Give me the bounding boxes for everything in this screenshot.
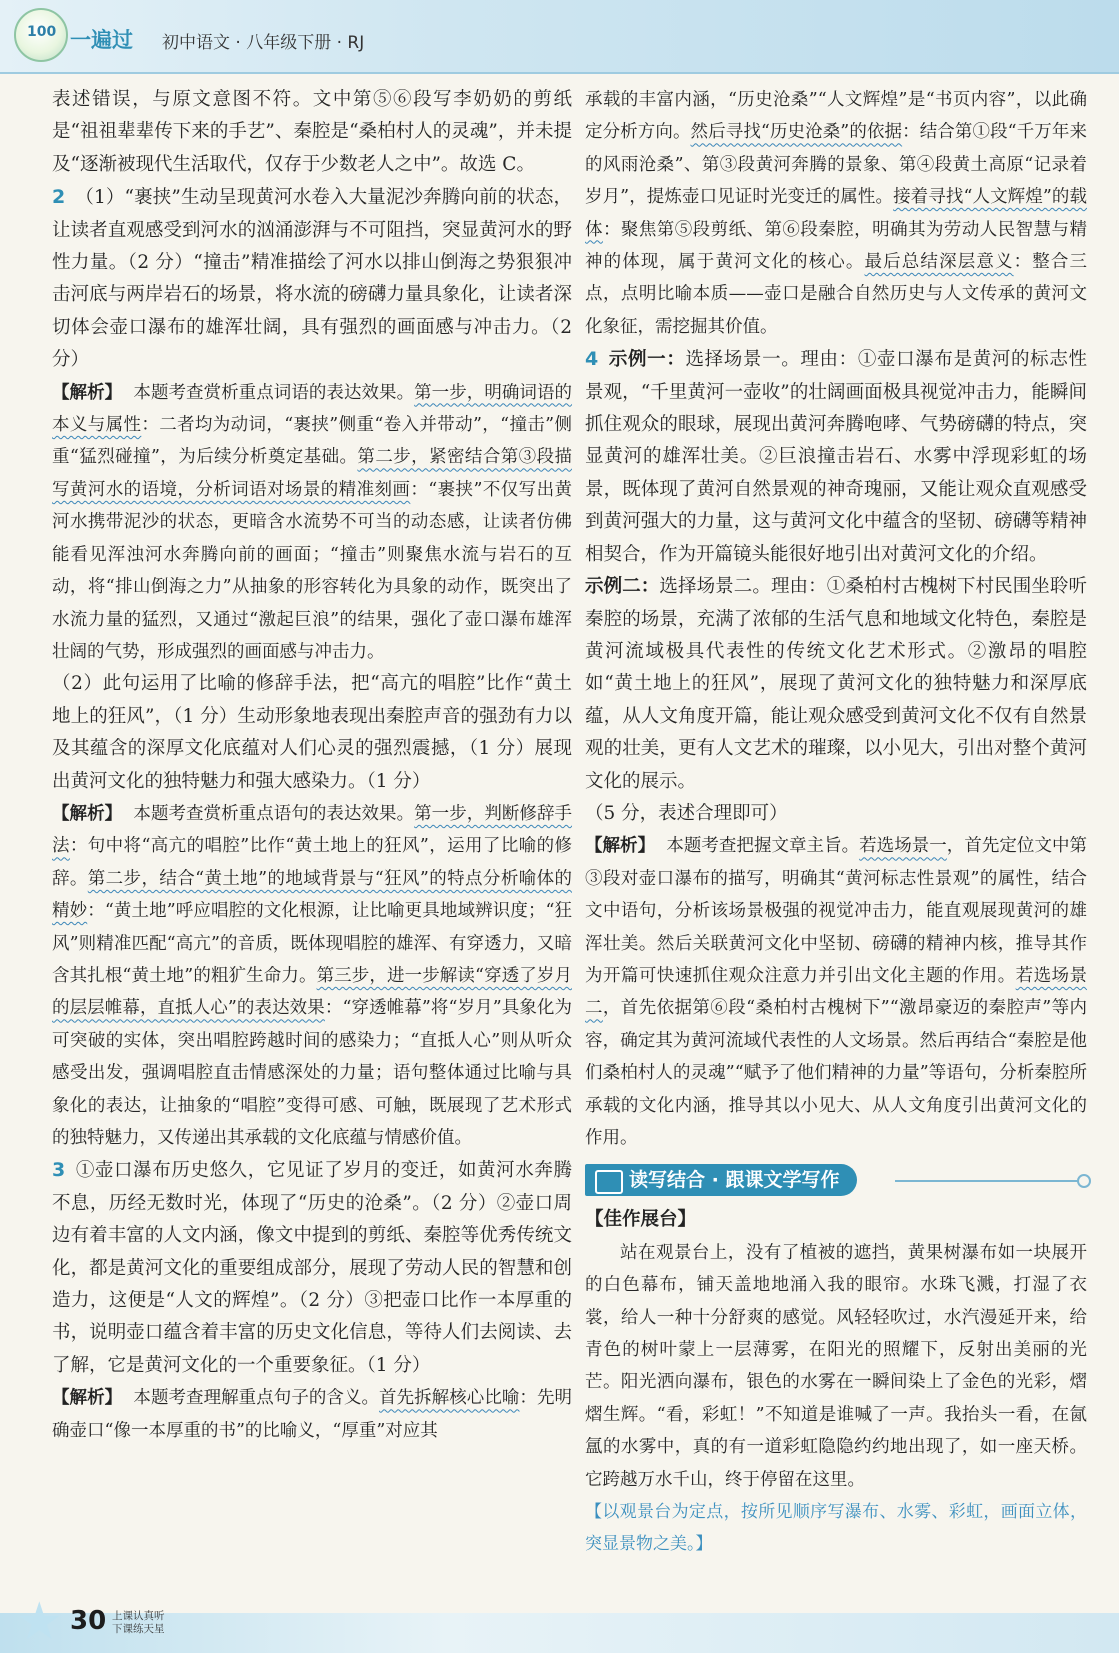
showcase-essay: 站在观景台上，没有了植被的遮挡，黄果树瀑布如一块展开的白色幕布，铺天盖地地涌入我的眼帘。水珠飞溅，打湿了衣裳，给人一种十分舒爽的感觉。风轻轻吹过，水汽漫延开来，给青色的树叶蒙上一层薄雾，在阳光的照耀下，反射出美丽的光芒。阳光洒向瀑布，银色的水雾在一瞬间染上了金色的光彩，熠熠生辉。“看，彩虹！”不知道是谁喊了一声。我抬头一看，在氤氲的水雾中，真的有一道彩虹隐隐约约地出现了，如一座天桥。它跨越万水千山，终于停留在这里。 bbox=[585, 1242, 1087, 1490]
question-4-example-2: 示例二：选择场景二。理由：①桑柏村古槐树下村民围坐聆听秦腔的场景，充满了浓郁的生活气息和地域文化特色，秦腔是黄河流域极具代表性的传统文化艺术形式。②激昂的唱腔如“黄土地上的狂风”，展现了黄河文化的独特魅力和深厚底蕴，从人文角度开篇，能让观众感受到黄河文化不仅有自然景观的壮美，更有人文艺术的璀璨，以小见大，引出对整个黄河文化的展示。 bbox=[585, 576, 1087, 792]
question-4-explanation: 【解析】 本题考查把握文章主旨。若选场景一，首先定位文中第③段对壶口瀑布的描写，明确其“黄河标志性景观”的属性，结合文中语句，分析该场景极强的视觉冲击力，能直观展现黄河的雄浑壮美。然后关联黄河文化中坚韧、磅礴的精神内核，推导其作为开篇可快速抓住观众注意力并引出文化主题的作用。若选场景二，首先依据第⑥段“桑柏村古槐树下”“激昂豪迈的秦腔声”等内容，确定其为黄河流域代表性的人文场景。然后再结合“秦腔是他们桑柏村人的灵魂”“赋予了他们精神的力量”等语句，分析秦腔所承载的文化内涵，推导其以小见大、从人文角度引出黄河文化的作用。 bbox=[585, 836, 1088, 1148]
question-2-answer-2: （2）此句运用了比喻的修辞手法，把“高亢的唱腔”比作“黄土地上的狂风”，（1 分）生动形象地表现出秦腔声音的强劲有力以及其蕴含的深厚文化底蕴对人们心灵的强烈震撼，（1 分）展现出黄河文化的独特魅力和强大感染力。（1 分） bbox=[52, 673, 572, 792]
explanation-tag: 【解析】 bbox=[52, 803, 123, 824]
section-title: 读写结合 · 跟课文学写作 bbox=[629, 1169, 840, 1192]
book-title: 初中语文 · 八年级下册 · RJ bbox=[162, 33, 365, 53]
question-4-example-1: 4 示例一：选择场景一。理由：①壶口瀑布是黄河的标志性景观，“千里黄河一壶收”的壮阔画面极具视觉冲击力，能瞬间抓住观众的眼球，展现出黄河奔腾咆哮、气势磅礴的特点，突显黄河的雄浑壮美。②巨浪撞击岩石、水雾中浮现彩虹的场景，既体现了黄河自然景观的神奇瑰丽，又能让观众直观感受到黄河强大的力量，这与黄河文化中蕴含的坚韧、磅礴等精神相契合，作为开篇镜头能很好地引出对黄河文化的介绍。 bbox=[585, 348, 1087, 565]
right-column bbox=[585, 84, 1087, 1561]
page-number: 30 bbox=[70, 1606, 107, 1636]
page-footer bbox=[0, 1613, 1119, 1653]
question-3-answer: 3 ①壶口瀑布历史悠久，它见证了岁月的变迁，如黄河水奔腾不息，历经无数时光，体现了“历史的沧桑”。（2 分）②壶口周边有着丰富的人文内涵，像文中提到的剪纸、秦腔等优秀传统文化，都是黄河文化的重要组成部分，展现了劳动人民的智慧和创造力，这便是“人文的辉煌”。（2 分）③把壶口比作一本厚重的书，说明壶口蕴含着丰富的历史文化信息，等待人们去阅读、去了解，它是黄河文化的一个重要象征。（1 分） bbox=[52, 1159, 572, 1376]
question-2-explanation-2: 【解析】 本题考查赏析重点语句的表达效果。第一步，判断修辞手法：句中将“高亢的唱腔”比作“黄土地上的狂风”，运用了比喻的修辞。第二步，结合“黄土地”的地域背景与“狂风”的特点分析喻体的精妙：“黄土地”呼应唱腔的文化根源，让比喻更具地域辨识度；“狂风”则精准匹配“高亢”的音质，既体现唱腔的雄浑、有穿透力，又暗含其扎根“黄土地”的粗犷生命力。第三步，进一步解读“穿透了岁月的层层帷幕，直抵人心”的表达效果：“穿透帷幕”将“岁月”具象化为可突破的实体，突出唱腔跨越时间的感染力；“直抵人心”则从听众感受出发，强调唱腔直击情感深处的力量；语句整体通过比喻与具象化的表达，让抽象的“唱腔”变得可感、可触，既展现了艺术形式的独特魅力，又传递出其承载的文化底蕴与情感价值。 bbox=[52, 803, 573, 1148]
page-header bbox=[0, 0, 1119, 74]
showcase-comment: 【以观景台为定点，按所见顺序写瀑布、水雾、彩虹，画面立体，突显景物之美。】 bbox=[585, 1502, 1087, 1555]
brand-name: 一遍过 bbox=[70, 28, 133, 52]
answer-continuation: 表述错误，与原文意图不符。文中第⑤⑥段写李奶奶的剪纸是“祖祖辈辈传下来的手艺”、秦腔是“桑柏村人的灵魂”，并未提及“逐渐被现代生活取代，仅存于少数老人之中”。故选 C。 bbox=[52, 89, 572, 175]
left-column bbox=[52, 84, 572, 1447]
brand-logo: 100 bbox=[14, 8, 68, 62]
question-3-explanation: 【解析】 本题考查理解重点句子的含义。首先拆解核心比喻：先明确壶口“像一本厚重的书”的比喻义，“厚重”对应其 bbox=[52, 1388, 573, 1441]
question-2-answer-1: 2 （1）“裹挟”生动呈现黄河水卷入大量泥沙奔腾向前的状态，让读者直观感受到河水的汹涌澎湃与不可阻挡，突显黄河水的野性力量。（2 分）“撞击”精准描绘了河水以排山倒海之势狠狠冲击河底与两岸岩石的场景，将水流的磅礴力量具象化，让读者深切体会壶口瀑布的雄浑壮阔，具有强烈的画面感与冲击力。（2 分） bbox=[52, 186, 572, 371]
question-number: 4 bbox=[585, 348, 599, 371]
explanation-tag: 【解析】 bbox=[585, 836, 656, 857]
question-3-explanation-continued: 承载的丰富内涵，“历史沧桑”“人文辉煌”是“书页内容”，以此确定分析方向。然后寻找“历史沧桑”的依据：结合第①段“千万年来的风雨沧桑”、第③段黄河奔腾的景象、第④段黄土高原“记录着岁月”，提炼壶口见证时光变迁的属性。接着寻找“人文辉煌”的载体：聚焦第⑤段剪纸、第⑥段秦腔，明确其为劳动人民智慧与精神的体现，属于黄河文化的核心。最后总结深层意义：整合三点，点明比喻本质——壶口是融合自然历史与人文传承的黄河文化象征，需挖掘其价值。 bbox=[585, 90, 1088, 337]
question-2-explanation-1: 【解析】 本题考查赏析重点词语的表达效果。第一步，明确词语的本义与属性：二者均为动词，“裹挟”侧重“卷入并带动”，“撞击”侧重“猛烈碰撞”，为后续分析奠定基础。第二步，紧密结合第③段描写黄河水的语境，分析词语对场景的精准刻画：“裹挟”不仅写出黄河水携带泥沙的状态，更暗含水流势不可当的动态感，让读者仿佛能看见浑浊河水奔腾向前的画面；“撞击”则聚焦水流与岩石的互动，将“排山倒海之力”从抽象的形容转化为具象的动作，既突出了水流力量的猛烈，又通过“激起巨浪”的结果，强化了壶口瀑布雄浑壮阔的气势，形成强烈的画面感与冲击力。 bbox=[52, 382, 573, 662]
question-4-score: （5 分，表述合理即可） bbox=[585, 802, 788, 824]
question-number: 3 bbox=[52, 1159, 66, 1182]
explanation-tag: 【解析】 bbox=[52, 382, 123, 403]
star-icon: ★ bbox=[16, 1592, 63, 1652]
section-banner bbox=[585, 1164, 1087, 1196]
writing-icon bbox=[595, 1170, 623, 1194]
explanation-tag: 【解析】 bbox=[52, 1388, 123, 1409]
question-number: 2 bbox=[52, 186, 66, 209]
banner-dot-icon bbox=[1077, 1174, 1091, 1188]
showcase-tag: 【佳作展台】 bbox=[585, 1209, 697, 1231]
footer-slogan: 上课认真听 下课练天星 bbox=[112, 1610, 165, 1635]
banner-rule bbox=[895, 1180, 1087, 1182]
